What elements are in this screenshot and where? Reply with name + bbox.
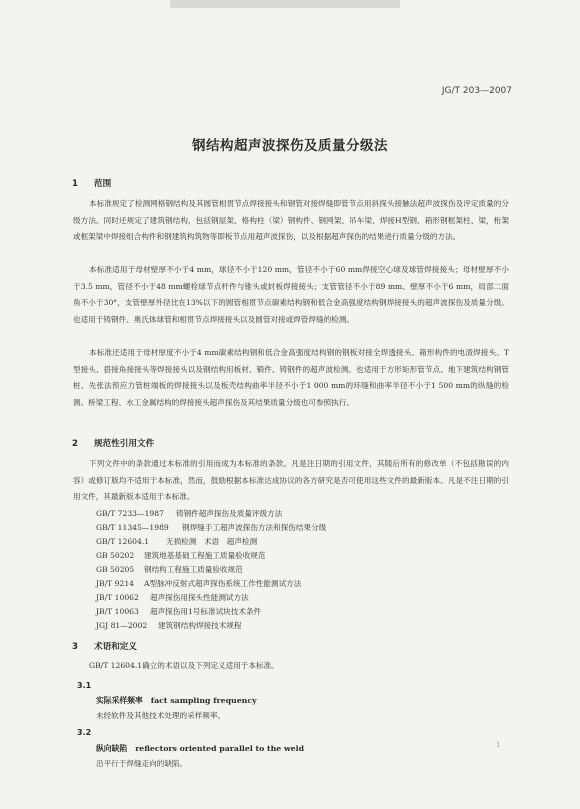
scope-paragraph: 本标准适用于母材壁厚不小于4 mm，球径不小于120 mm，管径不小于60 mm焊接空心球及球管焊接接头；母材壁厚不小于3.5 mm，管径不小于48 mm螺栓球节点杆件与锥头或封板焊接接头；支管管径不小于89 mm、壁厚不小于6 mm，局部二面角不小于30°，支管壁厚外径比在13%以下的圆管相贯节点碳素结构钢和低合金高强度结构钢焊接接头的超声波探伤及质量分级。也适用于铸钢件、奥氏体球管和相贯节点焊接接头以及圆管对接或焊管焊缝的检测。 xyxy=(73,265,509,324)
section-title: 术语和定义 xyxy=(94,642,137,652)
section-heading-terms xyxy=(72,640,137,652)
reference-item: GB/T 11345—1989 钢焊缝手工超声波探伤方法和探伤结果分级 xyxy=(96,523,327,532)
terms-intro: GB/T 12604.1确立的术语以及下列定义适用于本标准。 xyxy=(89,661,279,670)
section-heading-scope xyxy=(72,177,111,189)
section-heading-normative xyxy=(72,437,154,449)
term-number: 3.1 xyxy=(77,681,92,690)
scope-paragraph: 本标准还适用于母材厚度不小于4 mm碳素结构钢和低合金高强度结构钢的钢板对接全焊透接头、箱形构件的电渣焊接头、T型接头、搭接角接接头等焊接接头以及钢结构用板材、锻件、铸钢件的超声波检测。也适用于方形矩形管节点、地下建筑结构钢管桩、先张法预应力管桩端板的焊接接头以及板壳结构曲率半径不小于1 000 mm的环缝和曲率半径不小于1 500 mm的纵缝的检测。桥梁工程、水工金属结构的焊接接头超声探伤及其结果质量分级也可参照执行。 xyxy=(73,348,509,407)
section-number: 1 xyxy=(72,179,78,189)
reference-item: JB/T 9214 A型脉冲反射式超声探伤系统工作性能测试方法 xyxy=(96,579,302,588)
section-number: 3 xyxy=(72,642,78,652)
section-title: 规范性引用文件 xyxy=(94,439,155,449)
term-definition: 沿平行于焊缝走向的缺陷。 xyxy=(96,759,188,768)
section-number: 2 xyxy=(72,439,78,449)
section-title: 范围 xyxy=(94,179,112,189)
reference-item: GB/T 12604.1 无损检测 术语 超声检测 xyxy=(96,537,258,546)
term-heading: 纵向缺陷 reflectors oriented parallel to the weld xyxy=(96,744,305,753)
normative-intro: 下列文件中的条款通过本标准的引用而成为本标准的条款。凡是注日期的引用文件，其随后所有的修改单（不包括勘误的内容）或修订版均不适用于本标准，然而，鼓励根据本标准达成协议的各方研究是否可使用这些文件的最新版本。凡是不注日期的引用文件，其最新版本适用于本标准。 xyxy=(73,459,509,502)
document-title: 钢结构超声波探伤及质量分级法 xyxy=(192,138,388,154)
standard-number: JG/T 203—2007 xyxy=(441,86,512,96)
reference-item: JB/T 10062 超声探伤用探头性能测试方法 xyxy=(96,593,249,602)
reference-item: JB/T 10063 超声探伤用1号标准试块技术条件 xyxy=(96,607,262,616)
reference-item: JGJ 81—2002 建筑钢结构焊接技术规程 xyxy=(96,621,242,630)
term-number: 3.2 xyxy=(77,728,92,737)
scope-paragraph: 本标准规定了检测网格钢结构及其圆管相贯节点焊接接头和钢管对接焊缝即管节点用斜探头接触法超声波探伤及评定质量的分级方法。同时还规定了建筑钢结构，包括钢屋架、格构柱（梁）钢构件、钢网架、吊车梁、焊接H型钢、箱形钢框架柱、梁，桁架或框架梁中焊接组合构件和钢建筑构筑物等即板节点用超声波探伤，以及根据超声探伤的结果进行质量分级的方法。 xyxy=(73,199,509,242)
term-definition: 未经软件及其他技术处理的采样频率。 xyxy=(96,711,226,720)
reference-item: GB 50202 建筑地基基础工程施工质量验收规范 xyxy=(96,551,266,560)
reference-item: GB 50205 钢结构工程施工质量验收规范 xyxy=(96,565,243,574)
header-strip xyxy=(170,0,400,8)
reference-item: GB/T 7233—1987 铸钢件超声探伤及质量评级方法 xyxy=(96,509,283,518)
term-heading: 实际采样频率 fact sampling frequency xyxy=(96,696,257,705)
page-number: 1 xyxy=(496,741,501,749)
